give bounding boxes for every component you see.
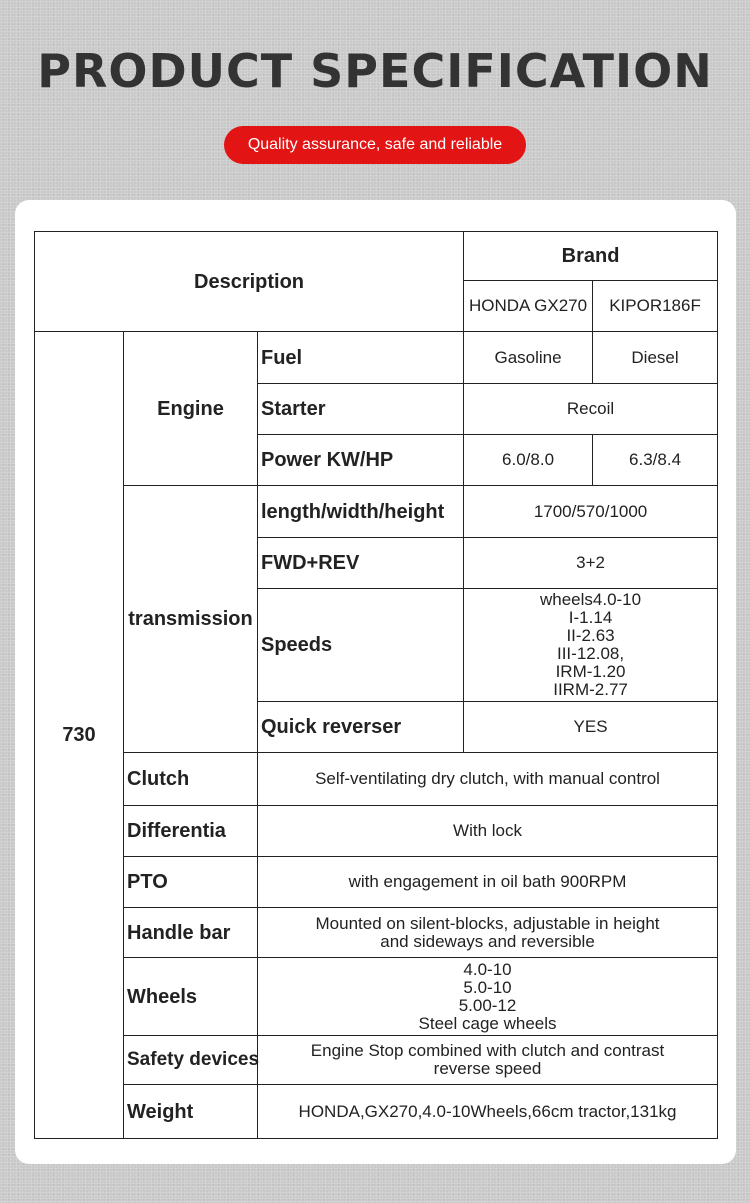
wheels-line: 5.0-10	[463, 977, 512, 997]
quick-reverser-value: YES	[464, 702, 718, 753]
wheels-line: 5.00-12	[458, 995, 517, 1015]
power-value-2: 6.3/8.4	[593, 435, 718, 486]
quick-reverser-label: Quick reverser	[258, 702, 464, 753]
fuel-label: Fuel	[258, 332, 464, 384]
starter-label: Starter	[258, 384, 464, 435]
dimensions-label: length/width/height	[258, 486, 464, 538]
model-cell: 730	[35, 332, 124, 1139]
speeds-value	[464, 589, 718, 702]
transmission-label: transmission	[124, 486, 258, 753]
fuel-value-2: Diesel	[593, 332, 718, 384]
speeds-line: II-2.63	[566, 626, 615, 645]
description-header: Description	[35, 232, 464, 332]
wheels-line: Steel cage wheels	[418, 1013, 557, 1033]
dimensions-value: 1700/570/1000	[464, 486, 718, 538]
safety-value	[258, 1036, 718, 1085]
spec-table	[34, 231, 718, 1139]
safety-line: Engine Stop combined with clutch and contrast	[310, 1041, 665, 1060]
handle-bar-line: and sideways and reversible	[380, 931, 595, 951]
pto-value: with engagement in oil bath 900RPM	[258, 857, 718, 908]
fwd-rev-value: 3+2	[464, 538, 718, 589]
speeds-line: III-12.08,	[556, 644, 625, 663]
clutch-value: Self-ventilating dry clutch, with manual control	[258, 753, 718, 806]
speeds-line: IRM-1.20	[555, 662, 626, 681]
brand-kipor: KIPOR186F	[593, 281, 718, 332]
weight-value: HONDA,GX270,4.0-10Wheels,66cm tractor,131kg	[258, 1085, 718, 1139]
brand-header: Brand	[464, 232, 718, 281]
differential-label: Differentia	[124, 806, 258, 857]
page-title: PRODUCT SPECIFICATION	[37, 44, 713, 98]
speeds-label: Speeds	[258, 589, 464, 702]
engine-label: Engine	[124, 332, 258, 486]
differential-value: With lock	[258, 806, 718, 857]
handle-bar-line: Mounted on silent-blocks, adjustable in height	[315, 913, 660, 933]
handle-bar-label: Handle bar	[124, 908, 258, 958]
tagline-badge: Quality assurance, safe and reliable	[224, 126, 526, 164]
pto-label: PTO	[124, 857, 258, 908]
handle-bar-value	[258, 908, 718, 958]
clutch-label: Clutch	[124, 753, 258, 806]
wheels-label: Wheels	[124, 958, 258, 1036]
brand-honda: HONDA GX270	[464, 281, 593, 332]
safety-label: Safety devices	[124, 1036, 258, 1085]
safety-line: reverse speed	[433, 1059, 542, 1078]
speeds-line: IIRM-2.77	[553, 680, 628, 699]
fwd-rev-label: FWD+REV	[258, 538, 464, 589]
wheels-value	[258, 958, 718, 1036]
speeds-line: wheels4.0-10	[539, 590, 642, 609]
weight-label: Weight	[124, 1085, 258, 1139]
wheels-line: 4.0-10	[463, 959, 512, 979]
speeds-line: I-1.14	[568, 608, 613, 627]
power-label: Power KW/HP	[258, 435, 464, 486]
fuel-value-1: Gasoline	[464, 332, 593, 384]
power-value-1: 6.0/8.0	[464, 435, 593, 486]
starter-value: Recoil	[464, 384, 718, 435]
